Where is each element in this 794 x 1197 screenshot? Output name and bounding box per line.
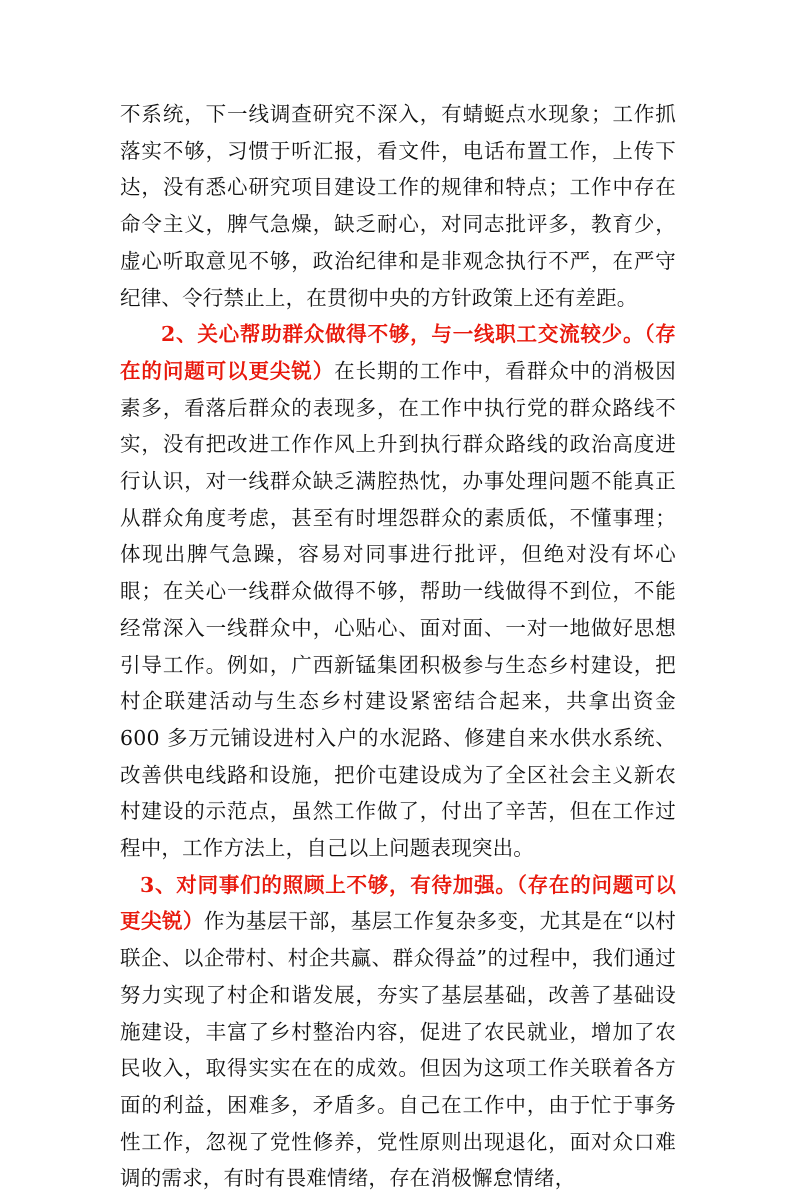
document-body: [120, 96, 676, 1197]
paragraph-2-text: 在长期的工作中，看群众中的消极因素多，看落后群众的表现多，在工作中执行党的群众路线不实，没有把改进工作作风上升到执行群众路线的政治高度进行认识，对一线群众缺乏满腔热忱，办事处理问题不能真正从群众角度考虑，甚至有时埋怨群众的素质低，不懂事理；体现出脾气急躁，容易对同事进行批评，但绝对没有坏心眼；在关心一线群众做得不够，帮助一线做得不到位，不能经常深入一线群众中，心贴心、面对面、一对一地做好思想引导工作。例如，广西新锰集团积极参与生态乡村建设，把村企联建活动与生态乡村建设紧密结合起来，共拿出资金 600 多万元铺设进村入户的水泥路、修建自来水供水系统、改善供电线路和设施，把价屯建设成为了全区社会主义新农村建设的示范点，虽然工作做了，付出了辛苦，但在工作过程中，工作方法上，自己以上问题表现突出。: [120, 358, 677, 861]
paragraph-3-note: （存在的问题可以更尖锐）: [120, 872, 676, 934]
paragraph-2-note: （存在的问题可以更尖锐）: [120, 322, 676, 383]
paragraph-3-heading: 3、对同事们的照顾上不够，有待加强。: [140, 872, 517, 897]
paragraph-3-text: 作为基层干部，基层工作复杂多变，尤其是在“以村联企、以企带村、村企共赢、群众得益”的过程中，我们通过努力实现了村企和谐发展，夯实了基层基础，改善了基础设施建设，丰富了乡村整治内容，促进了农民就业，增加了农民收入，取得实实在在的成效。但因为这项工作关联着各方面的利益，困难多，矛盾多。自己在工作中，由于忙于事务性工作，忽视了党性修养，党性原则出现退化，面对众口难调的需求，有时有畏难情绪，存在消极懈怠情绪，: [120, 909, 676, 1191]
paragraph-3: [120, 867, 676, 1197]
paragraph-2: [120, 316, 676, 867]
paragraph-1-text: 不系统，下一线调查研究不深入，有蜻蜓点水现象；工作抓落实不够，习惯于听汇报，看文件，电话布置工作，上传下达，没有悉心研究项目建设工作的规律和特点；工作中存在命令主义，脾气急燥，缺乏耐心，对同志批评多，教育少，虚心听取意见不够，政治纪律和是非观念执行不严，在严守纪律、令行禁止上，在贯彻中央的方针政策上还有差距。: [120, 102, 676, 310]
paragraph-2-heading: 2、关心帮助群众做得不够，与一线职工交流较少。: [161, 322, 645, 347]
paragraph-1: [120, 96, 676, 316]
